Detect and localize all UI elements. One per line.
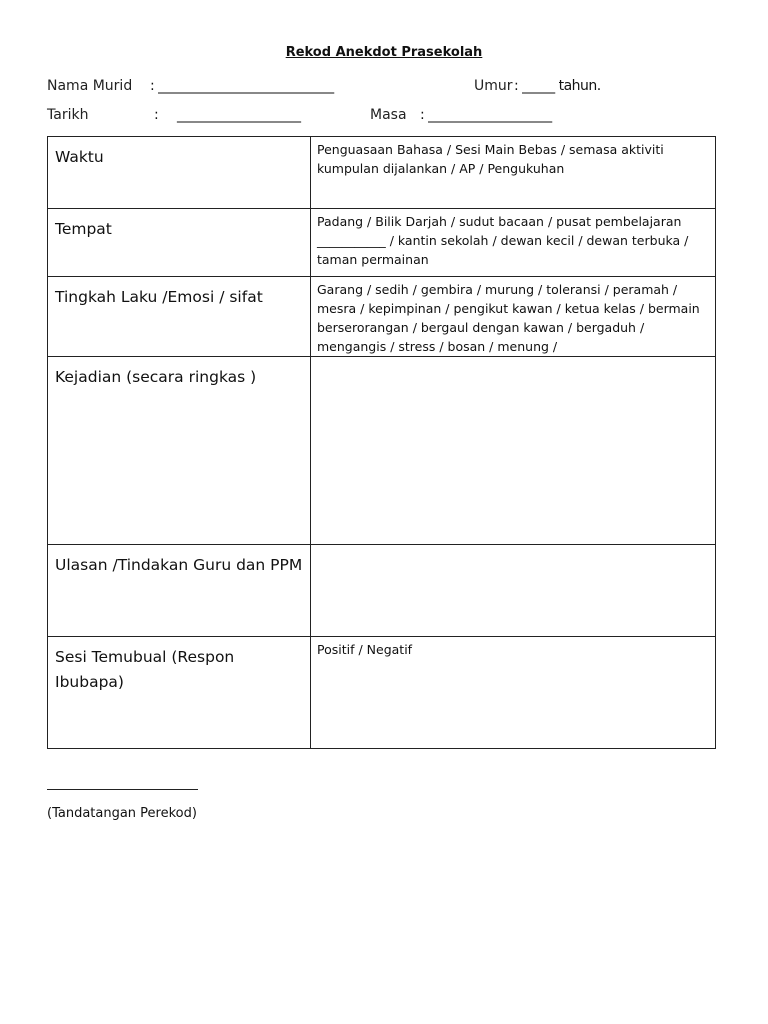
umur-field[interactable]: : _____ tahun.: [514, 78, 601, 94]
tarikh-field[interactable]: ___________________: [177, 107, 301, 123]
anecdote-form-table: [47, 136, 716, 749]
row-sesi-temubual: [48, 637, 716, 749]
row-label: Ulasan /Tindakan Guru dan PPM: [48, 545, 311, 637]
row-content[interactable]: Padang / Bilik Darjah / sudut bacaan / pusat pembelajaran ___________ / kantin sekolah / dewan kecil / dewan terbuka / taman permainan: [311, 209, 716, 277]
row-label: Tingkah Laku /Emosi / sifat: [48, 277, 311, 357]
row-waktu: [48, 137, 716, 209]
row-content[interactable]: Positif / Negatif: [311, 637, 716, 749]
row-label: Kejadian (secara ringkas ): [48, 357, 311, 545]
row-label: Sesi Temubual (Respon Ibubapa): [48, 637, 311, 749]
document-title: Rekod Anekdot Prasekolah: [285, 45, 483, 60]
tarikh-label: Tarikh: [47, 107, 89, 123]
masa-label: Masa: [370, 107, 407, 123]
masa-field[interactable]: : ___________________: [420, 107, 552, 123]
umur-label: Umur: [474, 78, 513, 94]
row-tingkah-laku: [48, 277, 716, 357]
tarikh-colon: :: [154, 107, 159, 123]
row-content[interactable]: Garang / sedih / gembira / murung / toleransi / peramah / mesra / kepimpinan / pengikut kawan / ketua kelas / bermain berserorangan / bergaul dengan kawan / bergaduh / mengangis / stress / bosan / menung /: [311, 277, 716, 357]
row-content[interactable]: [311, 545, 716, 637]
row-kejadian: [48, 357, 716, 545]
signature-line[interactable]: [47, 789, 198, 790]
row-label: Tempat: [48, 209, 311, 277]
row-label: Waktu: [48, 137, 311, 209]
row-content[interactable]: Penguasaan Bahasa / Sesi Main Bebas / semasa aktiviti kumpulan dijalankan / AP / Pengukuhan: [311, 137, 716, 209]
nama-murid-label: Nama Murid: [47, 78, 133, 94]
nama-murid-field[interactable]: : ___________________________: [150, 78, 334, 94]
row-content[interactable]: [311, 357, 716, 545]
row-ulasan: [48, 545, 716, 637]
signature-label: (Tandatangan Perekod): [47, 806, 197, 821]
row-tempat: [48, 209, 716, 277]
